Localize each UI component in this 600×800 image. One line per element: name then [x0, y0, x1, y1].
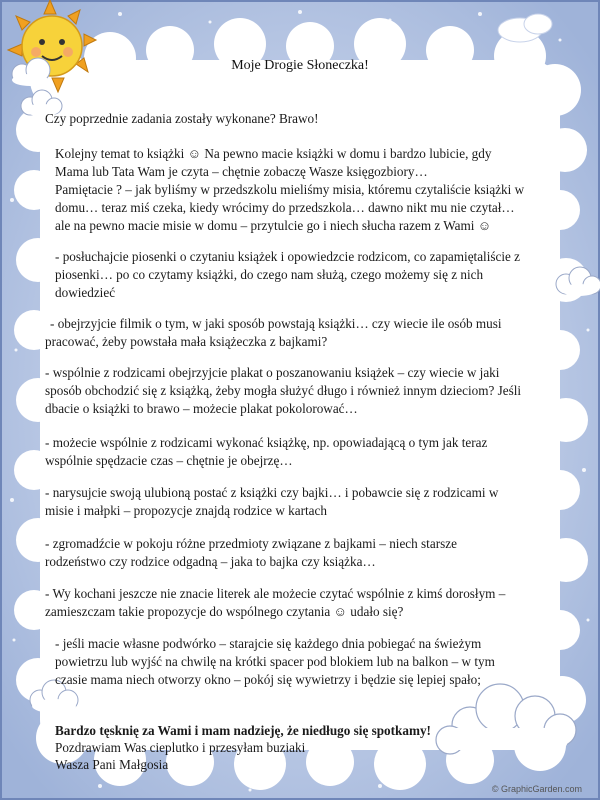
paragraph-line: - obejrzyjcie filmik o tym, w jaki sposób powstają książki… czy wiecie ile osób musi [50, 316, 502, 331]
paragraph-line: dowiedzieć [55, 285, 116, 300]
paragraph-line: - możecie wspólnie z rodzicami wykonać książkę, np. opowiadającą o tym jak teraz [45, 435, 488, 450]
paragraph-line: - jeśli macie własne podwórko – starajcie się każdego dnia pobiegać na świeżym [55, 636, 482, 651]
closing-bold: Bardzo tęsknię za Wami i mam nadzieję, że niedługo się spotkamy! [55, 723, 431, 738]
signature: Wasza Pani Małgosia [55, 757, 169, 772]
paragraph-line: domu… teraz miś czeka, kiedy wrócimy do przedszkola… dawno nikt mu nie czytał… [55, 200, 515, 215]
paragraph-line: piosenki… po co czytamy książki, do czego nam służą, czego możemy się z nich [55, 267, 484, 282]
paragraph-line: powietrzu lub wyjść na chwilę na krótki spacer pod blokiem lub na balkon – w tym [55, 654, 495, 669]
paragraph-line: wspólnie spędzacie czas – chętnie je obejrzę… [45, 453, 293, 468]
paragraph-line: dbacie o książki to brawo – możecie plakat pokolorować… [45, 401, 358, 416]
closing-greeting: Pozdrawiam Was cieplutko i przesyłam buziaki [55, 740, 306, 755]
paragraph-line: - narysujcie swoją ulubioną postać z książki czy bajki… i pobawcie się z rodzicami w [45, 485, 499, 500]
paragraph-line: rodzeństwo czy rodzice odgadną – jaka to bajka czy książka… [45, 554, 376, 569]
paragraph-line: czasie mama niech otworzy okno – pokój się wywietrzy i będzie się lepiej spało; [55, 672, 481, 687]
paragraph-line: pracować, żeby powstała mała książeczka z bajkami? [45, 334, 328, 349]
paragraph-line: - wspólnie z rodzicami obejrzyjcie plakat o poszanowaniu książek – czy wiecie w jaki [45, 365, 500, 380]
letter-title: Moje Drogie Słoneczka! [231, 58, 369, 73]
paragraph-line: - posłuchajcie piosenki o czytaniu książek i opowiedzcie rodzicom, co zapamiętaliście z [55, 249, 521, 264]
paragraph-line: zamieszczam takie propozycje do wspólnego czytania ☺ udało się? [45, 604, 404, 619]
paragraph-line: Kolejny temat to książki ☺ Na pewno macie książki w domu i bardzo lubicie, gdy [55, 146, 492, 161]
paragraph-line: - Wy kochani jeszcze nie znacie literek ale możecie czytać wspólnie z kimś dorosłym – [45, 586, 506, 601]
paragraph-line: Pamiętacie ? – jak byliśmy w przedszkolu mieliśmy misia, któremu czytaliście książki w [55, 182, 525, 197]
intro-line: Czy poprzednie zadania zostały wykonane? Brawo! [45, 111, 319, 126]
paragraph-line: - zgromadźcie w pokoju różne przedmioty związane z bajkami – niech starsze [45, 536, 457, 551]
paragraph-line: Mama lub Tata Wam je czyta – chętnie zobaczę Wasze księgozbiory… [55, 164, 428, 179]
paragraph-line: sposób obchodzić się z książką, żeby mogła służyć długo i również innym dzieciom? Jeśli [45, 383, 522, 398]
paragraph-line: misie i małpki – propozycje znajdą rodzice w kartach [45, 503, 327, 518]
watermark: © GraphicGarden.com [491, 784, 582, 794]
paragraph-line: ale na pewno macie misie w domu – przytulcie go i niech słucha razem z Wami ☺ [55, 218, 492, 233]
